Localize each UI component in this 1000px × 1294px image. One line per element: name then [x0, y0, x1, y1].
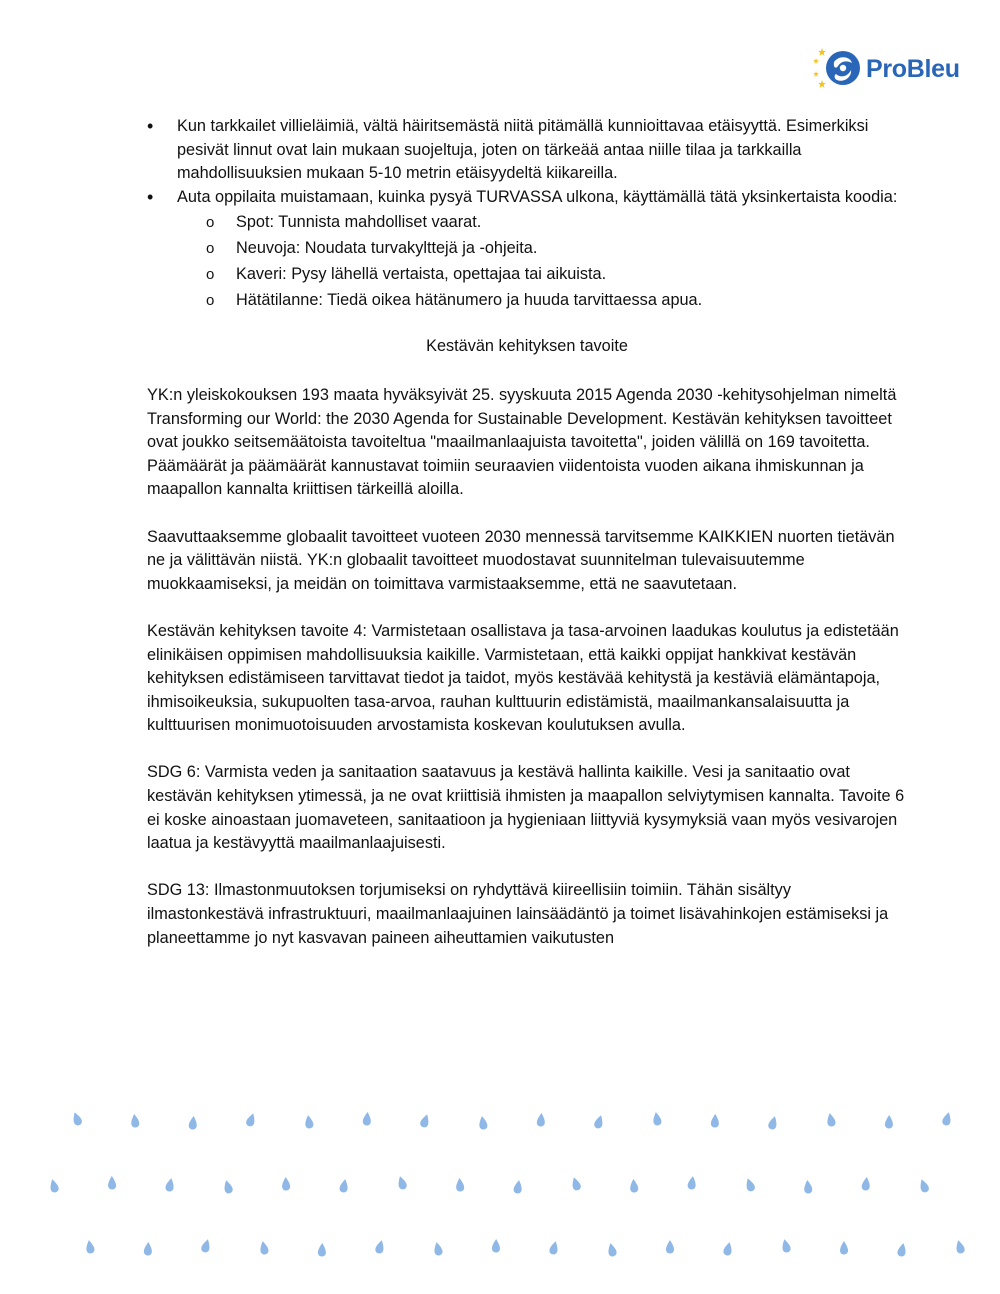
- water-drop-icon: [245, 1112, 257, 1127]
- water-drop-icon: [222, 1179, 233, 1194]
- water-drop-decoration: [0, 1095, 1000, 1294]
- paragraph-sdg6: SDG 6: Varmista veden ja sanitaation saatavuus ja kestävä hallinta kaikille. Vesi ja sanitaatio ovat kestävän kehityksen ytimessä, ja ne ovat kriittisiä ihmisten ja maapallon selviytymisen kannalta. Tavoite 6 ei koske ainoastaan juomaveteen, sanitaatioon ja hygieniaan liittyviä kysymyksiä vaan myös vesivarojen laatua ja kestävyyttä maailmanlaajuisesti.: [147, 763, 905, 853]
- water-drop-icon: [549, 1240, 560, 1255]
- probleu-emblem-icon: [812, 44, 864, 92]
- water-drop-icon: [570, 1176, 582, 1191]
- water-drop-icon: [200, 1238, 211, 1253]
- water-drop-icon: [687, 1176, 697, 1190]
- water-drop-icon: [513, 1179, 523, 1194]
- water-drop-icon: [165, 1177, 175, 1192]
- water-drop-icon: [108, 1176, 116, 1190]
- paragraph-global-goals: Saavuttaaksemme globaalit tavoitteet vuoteen 2030 mennessä tarvitsemme KAIKKIEN nuorten tietävän ne ja välittävän niistä. YK:n globaalit tavoitteet muodostavat suunnitelman tulevaisuutemme muokkaamiseksi, ja meidän on toimittava varmistaaksemme, että ne saavutetaan.: [147, 527, 895, 593]
- bullet-text: Auta oppilaita muistamaan, kuinka pysyä TURVASSA ulkona, käyttämällä tätä yksinkertaista koodia:: [177, 187, 898, 206]
- water-drop-icon: [897, 1242, 908, 1257]
- water-drop-icon: [71, 1111, 83, 1126]
- sub-item-neuvoja: o Neuvoja: Noudata turvakylttejä ja -ohjeita.: [205, 235, 907, 261]
- water-drop-icon: [652, 1111, 662, 1126]
- bullet-list: [147, 115, 907, 313]
- water-drop-icon: [318, 1243, 326, 1257]
- bullet-item: [147, 186, 907, 314]
- water-drop-icon: [85, 1239, 95, 1254]
- water-drop-icon: [282, 1177, 291, 1191]
- safe-code-list: [177, 209, 907, 313]
- water-drop-icon: [396, 1175, 408, 1190]
- water-drop-icon: [537, 1113, 546, 1127]
- water-drop-icon: [188, 1116, 197, 1130]
- water-drop-icon: [780, 1238, 791, 1253]
- water-drop-icon: [48, 1178, 59, 1193]
- document-body: [147, 115, 907, 950]
- water-drop-icon: [723, 1241, 734, 1256]
- water-drop-icon: [593, 1114, 605, 1129]
- water-drop-icon: [259, 1240, 269, 1255]
- water-drop-icon: [954, 1239, 965, 1254]
- paragraph-sdg4: Kestävän kehityksen tavoite 4: Varmistetaan osallistava ja tasa-arvoinen laadukas koulutus ja edistetään elinikäisen oppimisen mahdollisuuksia kaikille. Varmistetaan, että kaikki oppijat hankkivat kestävän kehityksen edistämiseen tarvittavat tiedot ja taidot, myös kestävää kehitystä ja kestäviä elämäntapoja, ihmisoikeuksia, sukupuolten tasa-arvoa, rauhan kulttuurin edistämistä, maailmankansalaisuutta ja kulttuurisen monimuotoisuuden arvostamista koskevan koulutuksen avulla.: [147, 621, 899, 735]
- water-drop-icon: [374, 1239, 385, 1254]
- paragraph-agenda: YK:n yleiskokouksen 193 maata hyväksyivät 25. syyskuuta 2015 Agenda 2030 -kehitysohjelman nimeltä Transforming our World: the 2030 Agenda for Sustainable Development. Kestävän kehityksen tavoitteet ovat joukko seitsemäätoista tavoiteltua "maailmanlaajuista tavoitetta", joiden välillä on 169 tavoitetta. Päämäärät ja päämäärät kannustavat toimiin seuraavien viidentoista vuoden aikana ihmiskunnan ja maapallon kannalta kriittisen tärkeillä aloilla.: [147, 385, 897, 499]
- water-drop-icon: [456, 1178, 465, 1192]
- water-drop-icon: [607, 1242, 618, 1257]
- water-drop-icon: [362, 1112, 371, 1126]
- paragraph-sdg13: SDG 13: Ilmastonmuutoksen torjumiseksi on ryhdyttävä kiireellisiin toimiin. Tähän sisältyy ilmastonkestävä infrastruktuuri, maailmanlaajuinen lainsäädäntö ja toimet lisävahinkojen estämiseksi ja planeettamme jo nyt kasvavan paineen aiheuttamien vaikutusten: [147, 881, 889, 947]
- water-drop-icon: [711, 1114, 720, 1128]
- water-drop-icon: [767, 1115, 778, 1130]
- water-drop-icon: [744, 1177, 756, 1192]
- water-drop-icon: [885, 1115, 893, 1129]
- bullet-text: Kun tarkkailet villieläimiä, vältä häiritsemästä niitä pitämällä kunnioittavaa etäisyyttä. Esimerkiksi pesivät linnut ovat lain mukaan suojeltuja, joten on tärkeää antaa niille tilaa ja tarkkailla mahdollisuuksien mukaan 5-10 metrin etäisyydeltä kiikareilla.: [177, 117, 869, 183]
- sub-item-hatatilanne: o Hätätilanne: Tiedä oikea hätänumero ja huuda tarvittaessa apua.: [205, 287, 907, 313]
- water-drop-icon: [803, 1180, 812, 1194]
- bullet-item: [147, 115, 907, 186]
- water-drop-icon: [419, 1113, 431, 1128]
- water-drop-icon: [826, 1112, 836, 1127]
- water-drop-icon: [144, 1242, 153, 1256]
- section-heading: Kestävän kehityksen tavoite: [426, 337, 628, 356]
- water-drop-icon: [861, 1177, 871, 1191]
- sub-item-kaveri: o Kaveri: Pysy lähellä vertaista, opettajaa tai aikuista.: [205, 261, 907, 287]
- water-drop-icon: [941, 1111, 952, 1126]
- water-drop-icon: [339, 1178, 349, 1193]
- water-drop-icon: [666, 1240, 674, 1254]
- water-drop-icon: [130, 1114, 140, 1128]
- water-drop-icon: [492, 1239, 500, 1253]
- water-drop-icon: [840, 1241, 848, 1255]
- water-drop-icon: [433, 1241, 444, 1256]
- probleu-logo: [812, 44, 972, 92]
- water-drop-icon: [304, 1115, 314, 1129]
- logo-text: ProBleu: [866, 55, 960, 83]
- water-drop-icon: [478, 1115, 488, 1130]
- water-drop-icon: [629, 1179, 638, 1193]
- sub-item-spot: o Spot: Tunnista mahdolliset vaarat.: [205, 209, 907, 235]
- water-drop-icon: [918, 1178, 930, 1193]
